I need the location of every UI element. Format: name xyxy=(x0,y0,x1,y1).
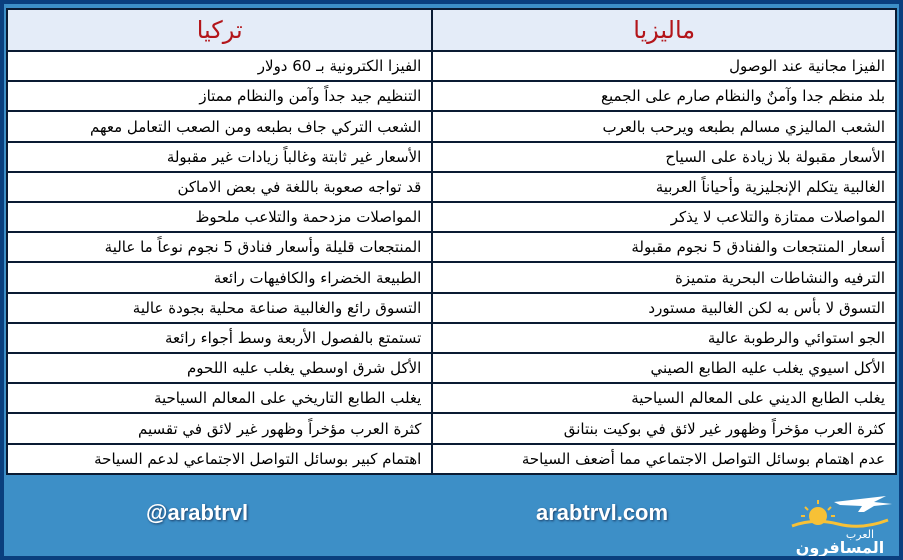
table-row xyxy=(8,173,895,201)
website-link: arabtrvl.com xyxy=(536,500,669,525)
cell-malaysia: الأكل اسيوي يغلب عليه الطابع الصيني xyxy=(433,354,895,382)
table-row xyxy=(8,143,895,171)
table-row xyxy=(8,324,895,352)
cell-turkey: الأكل شرق اوسطي يغلب عليه اللحوم xyxy=(8,354,431,382)
cell-turkey: المواصلات مزدحمة والتلاعب ملحوظ xyxy=(8,203,431,231)
footer xyxy=(6,478,897,558)
cell-turkey: الشعب التركي جاف بطبعه ومن الصعب التعامل معهم xyxy=(8,112,431,140)
cell-turkey: تستمتع بالفصول الأربعة وسط أجواء رائعة xyxy=(8,324,431,352)
cell-turkey: التسوق رائع والغالبية صناعة محلية بجودة عالية xyxy=(8,294,431,322)
cell-malaysia: بلد منظم جدا وآمنٌ والنظام صارم على الجميع xyxy=(433,82,895,110)
table-row xyxy=(8,414,895,442)
airplane-icon xyxy=(834,496,892,512)
cell-turkey: كثرة العرب مؤخراً وظهور غير لائق في تقسيم xyxy=(8,414,431,442)
table-row xyxy=(8,384,895,412)
table-row xyxy=(8,445,895,473)
cell-malaysia: أسعار المنتجعات والفنادق 5 نجوم مقبولة xyxy=(433,233,895,261)
cell-malaysia: التسوق لا بأس به لكن الغالبية مستورد xyxy=(433,294,895,322)
cell-turkey: المنتجعات قليلة وأسعار فنادق 5 نجوم نوعاً ما عالية xyxy=(8,233,431,261)
cell-turkey: التنظيم جيد جداً وآمن والنظام ممتاز xyxy=(8,82,431,110)
cell-turkey: الفيزا الكترونية بـ 60 دولار xyxy=(8,52,431,80)
cell-malaysia: الأسعار مقبولة بلا زيادة على السياح xyxy=(433,143,895,171)
cell-malaysia: يغلب الطابع الديني على المعالم السياحية xyxy=(433,384,895,412)
table-row xyxy=(8,233,895,261)
table-body xyxy=(8,52,895,473)
table-row xyxy=(8,82,895,110)
cell-malaysia: عدم اهتمام بوسائل التواصل الاجتماعي مما أضعف السياحة xyxy=(433,445,895,473)
table-row xyxy=(8,354,895,382)
cell-malaysia: كثرة العرب مؤخراً وظهور غير لائق في بوكيت بنتانق xyxy=(433,414,895,442)
cell-malaysia: الترفيه والنشاطات البحرية متميزة xyxy=(433,263,895,291)
wave-icon xyxy=(792,520,888,526)
table-row xyxy=(8,203,895,231)
cell-turkey: الأسعار غير ثابتة وغالباً زيادات غير مقبولة xyxy=(8,143,431,171)
cell-malaysia: الجو استوائي والرطوبة عالية xyxy=(433,324,895,352)
comparison-table xyxy=(6,8,897,475)
logo-text-top: العرب xyxy=(845,528,875,541)
table-row xyxy=(8,263,895,291)
site-logo xyxy=(788,490,894,556)
cell-turkey: الطبيعة الخضراء والكافيهات رائعة xyxy=(8,263,431,291)
header-malaysia: ماليزيا xyxy=(433,10,895,50)
logo-text-bottom: المسافرون xyxy=(795,538,885,556)
cell-malaysia: الفيزا مجانية عند الوصول xyxy=(433,52,895,80)
header-turkey: تركيا xyxy=(8,10,431,50)
table-row xyxy=(8,112,895,140)
cell-malaysia: الغالبية يتكلم الإنجليزية وأحياناً العربية xyxy=(433,173,895,201)
table-row xyxy=(8,294,895,322)
cell-turkey: يغلب الطابع التاريخي على المعالم السياحية xyxy=(8,384,431,412)
cell-malaysia: المواصلات ممتازة والتلاعب لا يذكر xyxy=(433,203,895,231)
cell-turkey: اهتمام كبير بوسائل التواصل الاجتماعي لدعم السياحة xyxy=(8,445,431,473)
cell-turkey: قد تواجه صعوبة باللغة في بعض الاماكن xyxy=(8,173,431,201)
social-handle: @arabtrvl xyxy=(146,500,249,525)
cell-malaysia: الشعب الماليزي مسالم بطبعه ويرحب بالعرب xyxy=(433,112,895,140)
table-row xyxy=(8,52,895,80)
